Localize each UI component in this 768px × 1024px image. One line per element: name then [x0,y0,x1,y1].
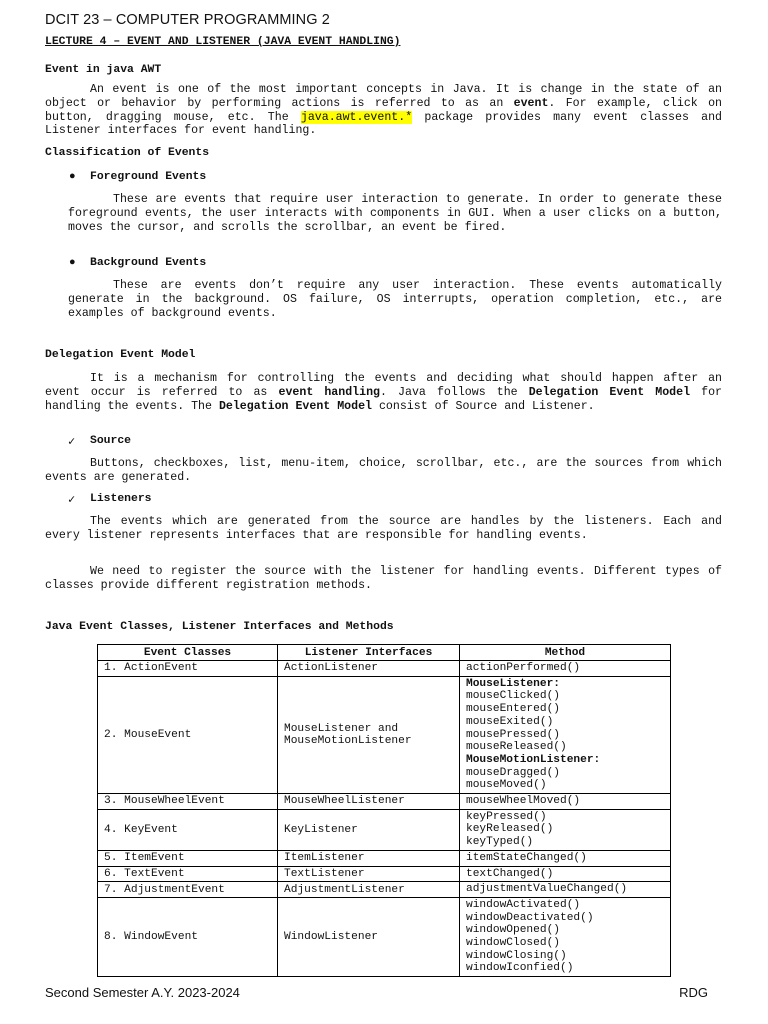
method-cell [460,794,671,810]
paragraph-foreground: These are events that require user interaction to generate. In order to generate these foreground events, the user interacts with components in GUI. When a user clicks on a button, moves the cursor, and scrolls the scrollbar, an event be fired. [68,193,722,234]
method-name: keyReleased() [466,823,554,836]
listener-interface-cell: WindowListener [278,897,460,976]
method-name: actionPerformed() [466,662,581,674]
bullet-foreground: ● Foreground Events [69,171,207,183]
method-cell [460,809,671,850]
method-name: keyPressed() [466,810,547,823]
event-class-cell: 5. ItemEvent [98,850,278,866]
method-cell [460,866,671,882]
method-name: mouseExited() [466,715,554,728]
bullet-dot-icon: ● [69,257,76,269]
table-row [98,866,671,882]
footer-semester: Second Semester A.Y. 2023-2024 [45,985,240,1000]
method-name: windowOpened() [466,924,560,937]
event-classes-table [97,644,671,977]
column-header: Method [460,645,671,661]
lecture-title: LECTURE 4 – EVENT AND LISTENER (JAVA EVENT HANDLING) [45,36,401,48]
method-cell [460,661,671,677]
method-name: textChanged() [466,867,554,880]
method-name: mouseClicked() [466,690,560,703]
footer-initials: RDG [679,985,708,1000]
heading-delegation-model: Delegation Event Model [45,349,196,361]
method-name: mouseDragged() [466,766,560,779]
checkmark-icon: ✓ [68,435,76,449]
paragraph-source: Buttons, checkboxes, list, menu-item, choice, scrollbar, etc., are the sources from which events are generated. [45,457,722,484]
method-name: mouseEntered() [466,703,560,716]
event-class-cell: 1. ActionEvent [98,661,278,677]
listener-interface-cell: KeyListener [278,809,460,850]
bullet-background: ● Background Events [69,257,207,269]
paragraph-event-intro: An event is one of the most important concepts in Java. It is change in the state of an object or behavior by performing actions is referred to as an event. For example, click on button, dragging mouse, etc. The java.awt.event.* package provides many event classes and Listener interfaces for event handling. [45,83,722,138]
method-name: mousePressed() [466,728,560,741]
checkmark-icon: ✓ [68,493,76,507]
table-header-row [98,645,671,661]
paragraph-delegation: It is a mechanism for controlling the events and deciding what should happen after an event occur is referred to as event handling. Java follows the Delegation Event Model for handling the events. The Delegation Event Model consist of Source and Listener. [45,372,722,413]
table-row [98,661,671,677]
listener-interface-cell: MouseListener and MouseMotionListener [278,676,460,793]
heading-event-classes-table: Java Event Classes, Listener Interfaces and Methods [45,621,394,633]
paragraph-register: We need to register the source with the listener for handling events. Different types of classes provide different registration methods. [45,565,722,592]
course-header: DCIT 23 – COMPUTER PROGRAMMING 2 [45,12,330,28]
listener-interface-cell: ActionListener [278,661,460,677]
method-name: windowClosing() [466,949,567,962]
check-source: ✓ Source [68,435,132,449]
method-cell [460,676,671,793]
event-class-cell: 7. AdjustmentEvent [98,882,278,898]
method-group-label: MouseMotionListener: [466,753,601,766]
event-class-cell: 4. KeyEvent [98,809,278,850]
event-class-cell: 3. MouseWheelEvent [98,794,278,810]
table-row [98,897,671,976]
method-cell [460,850,671,866]
method-name: mouseReleased() [466,741,567,754]
method-name: windowActivated() [466,898,581,911]
method-cell [460,897,671,976]
heading-event-in-java-awt: Event in java AWT [45,64,162,76]
package-highlight: java.awt.event.* [300,110,413,124]
method-cell [460,882,671,898]
table-row [98,809,671,850]
method-name: windowDeactivated() [466,911,594,924]
listener-interface-cell: MouseWheelListener [278,794,460,810]
heading-classification: Classification of Events [45,147,210,159]
table-row [98,850,671,866]
method-name: windowIconfied() [466,962,574,975]
table-row [98,676,671,793]
method-name: keyTyped() [466,836,534,849]
event-class-cell: 2. MouseEvent [98,676,278,793]
bullet-dot-icon: ● [69,171,76,183]
method-name: mouseWheelMoved() [466,795,581,808]
event-class-cell: 6. TextEvent [98,866,278,882]
listener-interface-cell: ItemListener [278,850,460,866]
check-listeners: ✓ Listeners [68,493,152,507]
method-group-label: MouseListener: [466,677,560,690]
method-name: mouseMoved() [466,779,547,792]
method-name: itemStateChanged() [466,851,587,864]
table-row [98,794,671,810]
method-name: adjustmentValueChanged() [466,883,628,896]
listener-interface-cell: AdjustmentListener [278,882,460,898]
listener-interface-cell: TextListener [278,866,460,882]
column-header: Listener Interfaces [278,645,460,661]
paragraph-listeners: The events which are generated from the source are handles by the listeners. Each and every listener represents interfaces that are responsible for handling events. [45,515,722,542]
table-row [98,882,671,898]
method-name: windowClosed() [466,937,560,950]
event-class-cell: 8. WindowEvent [98,897,278,976]
paragraph-background: These are events don’t require any user interaction. These events automatically generate in the background. OS failure, OS interrupts, operation completion, etc., are examples of background events. [68,279,722,320]
column-header: Event Classes [98,645,278,661]
